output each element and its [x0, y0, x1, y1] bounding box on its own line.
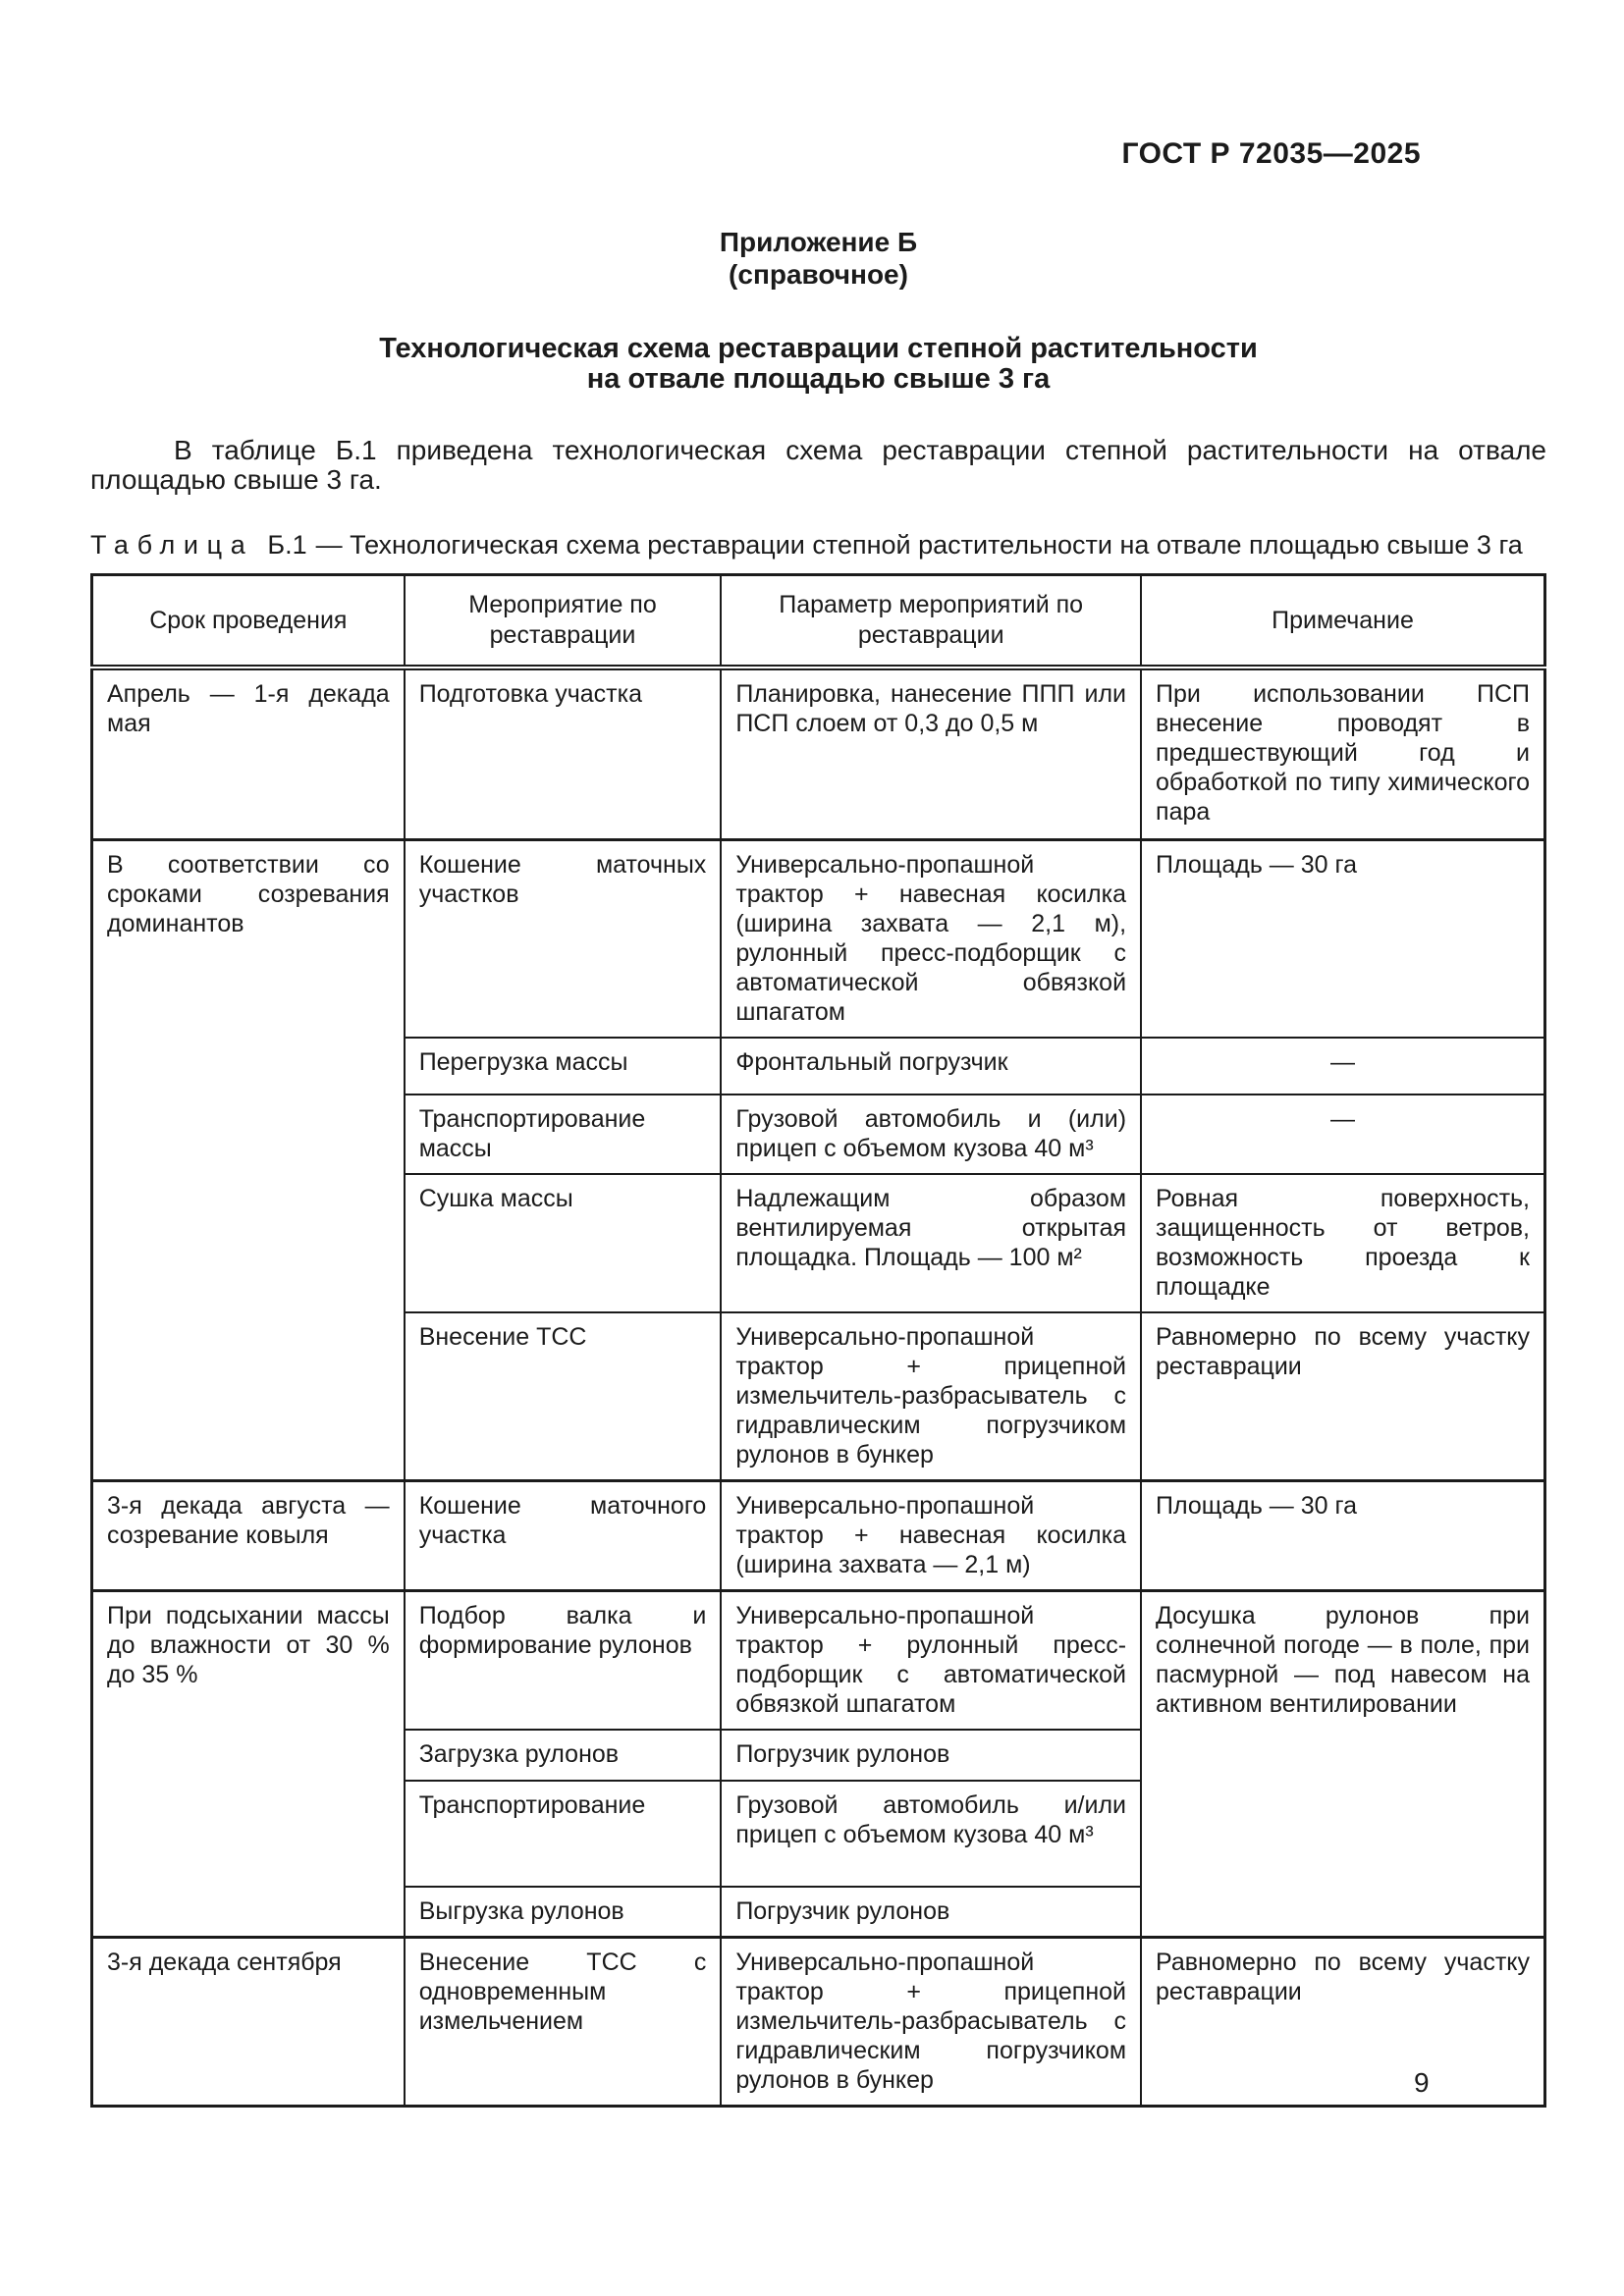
- activity-cell: Внесение ТСС: [405, 1312, 722, 1481]
- activity-cell: Подбор валка и формирование рулонов: [405, 1590, 722, 1730]
- table-row: [92, 1937, 1545, 2106]
- note-cell: —: [1141, 1038, 1544, 1095]
- period-cell: 3-я декада августа — созревание ковыля: [92, 1480, 405, 1590]
- note-cell: Равномерно по всему участку реставрации: [1141, 1312, 1544, 1481]
- note-cell: Ровная поверхность, защищенность от ветров, возможность проезда к площадке: [1141, 1174, 1544, 1312]
- parameter-cell: Погрузчик рулонов: [721, 1730, 1141, 1781]
- col-header-period: Срок проведения: [92, 575, 405, 668]
- table-caption-text: — Технологическая схема реставрации степной растительности на отвале площадью свыше 3 га: [315, 530, 1523, 560]
- page-number: 9: [1414, 2067, 1430, 2098]
- period-cell: При подсыхании массы до влажности от 30 % до 35 %: [92, 1590, 405, 1937]
- col-header-note: Примечание: [1141, 575, 1544, 668]
- note-cell: Площадь — 30 га: [1141, 839, 1544, 1038]
- table-row: [92, 1480, 1545, 1590]
- activity-cell: Выгрузка рулонов: [405, 1887, 722, 1938]
- parameter-cell: Грузовой автомобиль и/или прицеп с объемом кузова 40 м³: [721, 1781, 1141, 1887]
- intro-paragraph: В таблице Б.1 приведена технологическая схема реставрации степной растительности на отвале площадью свыше 3 га.: [90, 435, 1546, 495]
- note-cell: Досушка рулонов при солнечной погоде — в поле, при пасмурной — под навесом на активном вентилировании: [1141, 1590, 1544, 1937]
- note-cell: —: [1141, 1095, 1544, 1174]
- note-cell: Площадь — 30 га: [1141, 1480, 1544, 1590]
- page-title-line2: на отвале площадью свыше 3 га: [586, 363, 1051, 395]
- parameter-cell: Универсально-пропашной трактор + прицепной измельчитель-разбрасыватель с гидравлическим погрузчиком рулонов в бункер: [721, 1937, 1141, 2106]
- parameter-cell: Фронтальный погрузчик: [721, 1038, 1141, 1095]
- page-title: [90, 334, 1546, 395]
- period-cell: В соответствии со сроками созревания доминантов: [92, 839, 405, 1480]
- parameter-cell: Универсально-пропашной трактор + прицепной измельчитель-разбрасыватель с гидравлическим погрузчиком рулонов в бункер: [721, 1312, 1141, 1481]
- activity-cell: Транспортирование: [405, 1781, 722, 1887]
- parameter-cell: Универсально-пропашной трактор + навесная косилка (ширина захвата — 2,1 м): [721, 1480, 1141, 1590]
- header-row: [92, 575, 1545, 668]
- activity-cell: Сушка массы: [405, 1174, 722, 1312]
- activity-cell: Кошение маточных участков: [405, 839, 722, 1038]
- activity-cell: Перегрузка массы: [405, 1038, 722, 1095]
- activity-cell: Кошение маточного участка: [405, 1480, 722, 1590]
- appendix-kind: (справочное): [729, 259, 908, 290]
- page-title-line1: Технологическая схема реставрации степной растительности: [379, 333, 1258, 364]
- table-caption-word: Таблица: [90, 530, 254, 560]
- table-row: [92, 1590, 1545, 1730]
- parameter-cell: Погрузчик рулонов: [721, 1887, 1141, 1938]
- col-header-parameter: Параметр мероприятий по реставрации: [721, 575, 1141, 668]
- parameter-cell: Универсально-пропашной трактор + рулонный пресс-подборщик с автоматической обвязкой шпагатом: [721, 1590, 1141, 1730]
- table-row: [92, 839, 1545, 1038]
- table-caption-number: Б.1: [267, 530, 307, 560]
- activity-cell: Подготовка участка: [405, 667, 722, 839]
- activity-cell: Загрузка рулонов: [405, 1730, 722, 1781]
- period-cell: 3-я декада сентября: [92, 1937, 405, 2106]
- table-row: [92, 667, 1545, 839]
- doc-number: ГОСТ Р 72035—2025: [1121, 137, 1421, 170]
- activity-cell: Внесение ТСС с одновременным измельчением: [405, 1937, 722, 2106]
- parameter-cell: Универсально-пропашной трактор + навесная косилка (ширина захвата — 2,1 м), рулонный пресс-подборщик с автоматической обвязкой шпагатом: [721, 839, 1141, 1038]
- parameter-cell: Грузовой автомобиль и (или) прицеп с объемом кузова 40 м³: [721, 1095, 1141, 1174]
- note-cell: Равномерно по всему участку реставрации: [1141, 1937, 1544, 2106]
- appendix-heading: [90, 226, 1546, 291]
- parameter-cell: Планировка, нанесение ППП или ПСП слоем от 0,3 до 0,5 м: [721, 667, 1141, 839]
- appendix-label: Приложение Б: [719, 227, 918, 257]
- activity-cell: Транспортирование массы: [405, 1095, 722, 1174]
- technology-table: [90, 573, 1546, 2108]
- col-header-activity: Мероприятие по реставрации: [405, 575, 722, 668]
- parameter-cell: Надлежащим образом вентилируемая открытая площадка. Площадь — 100 м²: [721, 1174, 1141, 1312]
- table-caption: [90, 530, 1546, 561]
- note-cell: При использовании ПСП внесение проводят в предшествующий год и обработкой по типу химического пара: [1141, 667, 1544, 839]
- page-content: [90, 0, 1546, 2108]
- period-cell: Апрель — 1-я декада мая: [92, 667, 405, 839]
